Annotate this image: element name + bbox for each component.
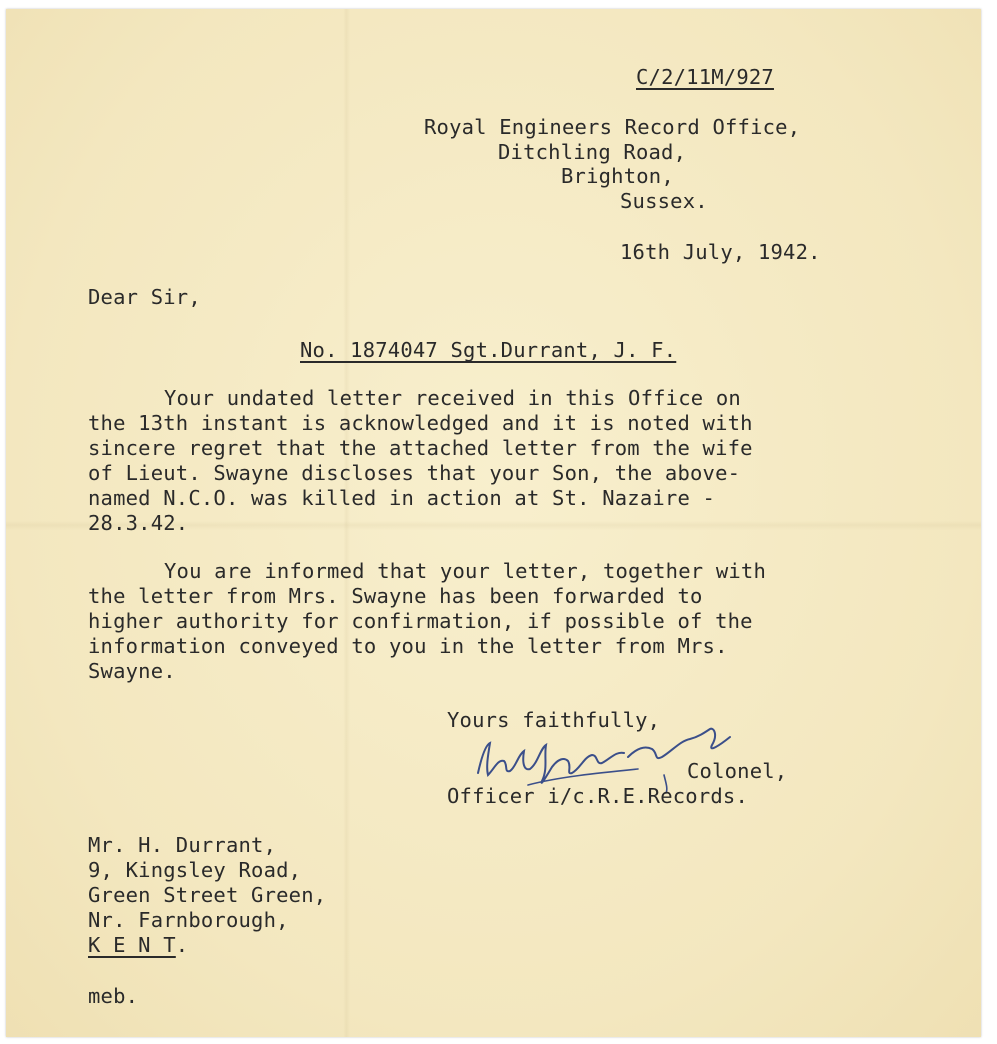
- paragraph1-line-6: 28.3.42.: [88, 511, 189, 535]
- signer-rank: Colonel,: [687, 759, 788, 783]
- sender-address-line-3: Brighton,: [561, 164, 674, 188]
- recipient-address-line-3: Green Street Green,: [88, 883, 327, 907]
- paragraph2-line-5: Swayne.: [88, 659, 176, 683]
- paragraph2-line-3: higher authority for confirmation, if possible of the: [88, 609, 753, 633]
- paragraph1-line-4: of Lieut. Swayne discloses that your Son, the above-: [88, 461, 741, 485]
- recipient-address-line-4: Nr. Farnborough,: [88, 908, 289, 932]
- recipient-address-line-1: Mr. H. Durrant,: [88, 833, 277, 857]
- signer-title: Officer i/c.R.E.Records.: [447, 784, 749, 808]
- sender-address-line-2: Ditchling Road,: [498, 140, 687, 164]
- salutation: Dear Sir,: [88, 285, 201, 309]
- handwritten-signature: [468, 715, 748, 795]
- subject-line: No. 1874047 Sgt.Durrant, J. F.: [300, 338, 677, 362]
- paragraph1-line-5: named N.C.O. was killed in action at St. Nazaire -: [88, 486, 716, 510]
- reference-number: C/2/11M/927: [636, 65, 774, 89]
- sender-address-line-4: Sussex.: [620, 189, 708, 213]
- letter-page: [6, 9, 981, 1037]
- recipient-county-line: [88, 933, 188, 957]
- paragraph2-line-1: You are informed that your letter, together with: [164, 559, 767, 583]
- paragraph1-line-2: the 13th instant is acknowledged and it is noted with: [88, 411, 753, 435]
- sender-address-line-1: Royal Engineers Record Office,: [424, 115, 801, 139]
- recipient-address-line-2: 9, Kingsley Road,: [88, 858, 302, 882]
- recipient-county: K E N T: [88, 933, 176, 957]
- recipient-county-suffix: .: [175, 933, 189, 957]
- paragraph1-line-1: Your undated letter received in this Office on: [164, 386, 741, 410]
- paragraph2-line-2: the letter from Mrs. Swayne has been forwarded to: [88, 584, 703, 608]
- typist-initials: meb.: [88, 984, 139, 1008]
- closing: Yours faithfully,: [447, 708, 661, 732]
- paragraph1-line-3: sincere regret that the attached letter from the wife: [88, 436, 753, 460]
- paragraph2-line-4: information conveyed to you in the letter from Mrs.: [88, 634, 728, 658]
- letter-date: 16th July, 1942.: [620, 240, 821, 264]
